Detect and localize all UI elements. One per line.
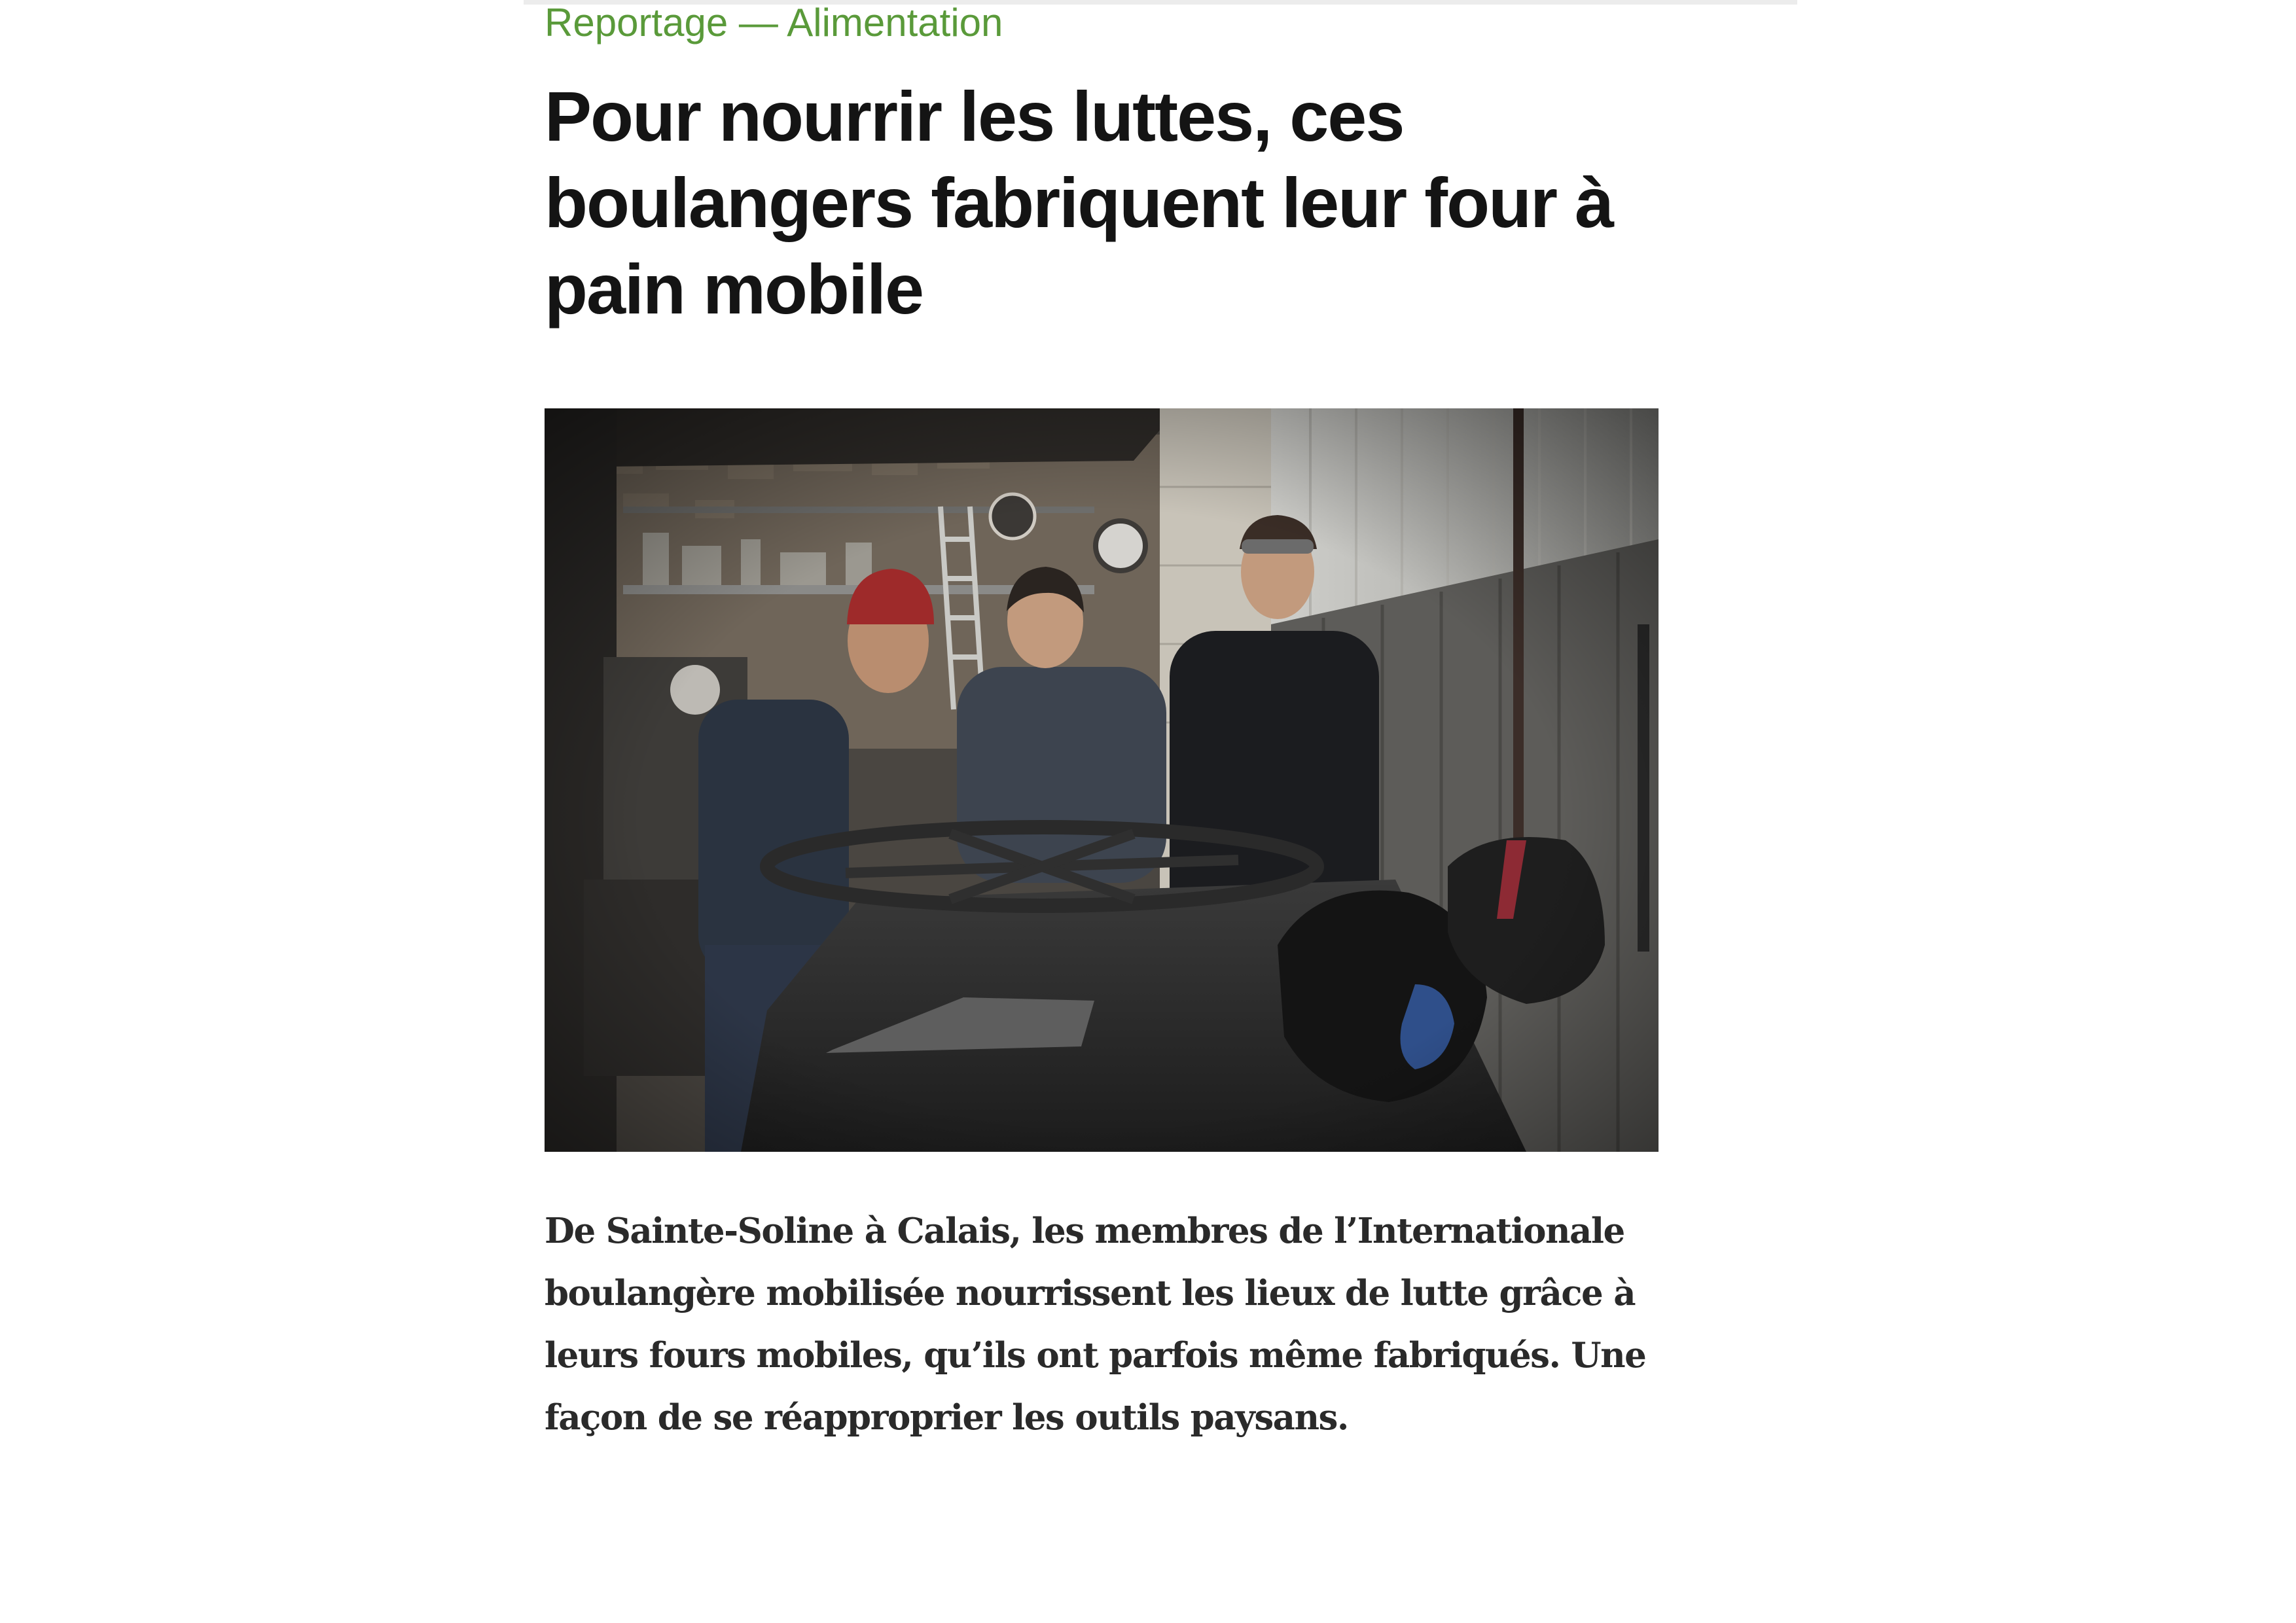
hero-photo <box>545 408 1659 1152</box>
article-standfirst: De Sainte-Soline à Calais, les membres de l’Internationale boulangère mobilisée nourrissent les lieux de lutte grâce à leurs fours mobiles, qu’ils ont parfois même fabriqués. Une façon de se réapproprier les outils paysans. <box>545 1211 1646 1438</box>
article-headline: Pour nourrir les luttes, ces boulangers fabriquent leur four à pain mobile <box>545 77 1613 329</box>
article-kicker[interactable]: Reportage — Alimentation <box>545 1 1003 45</box>
